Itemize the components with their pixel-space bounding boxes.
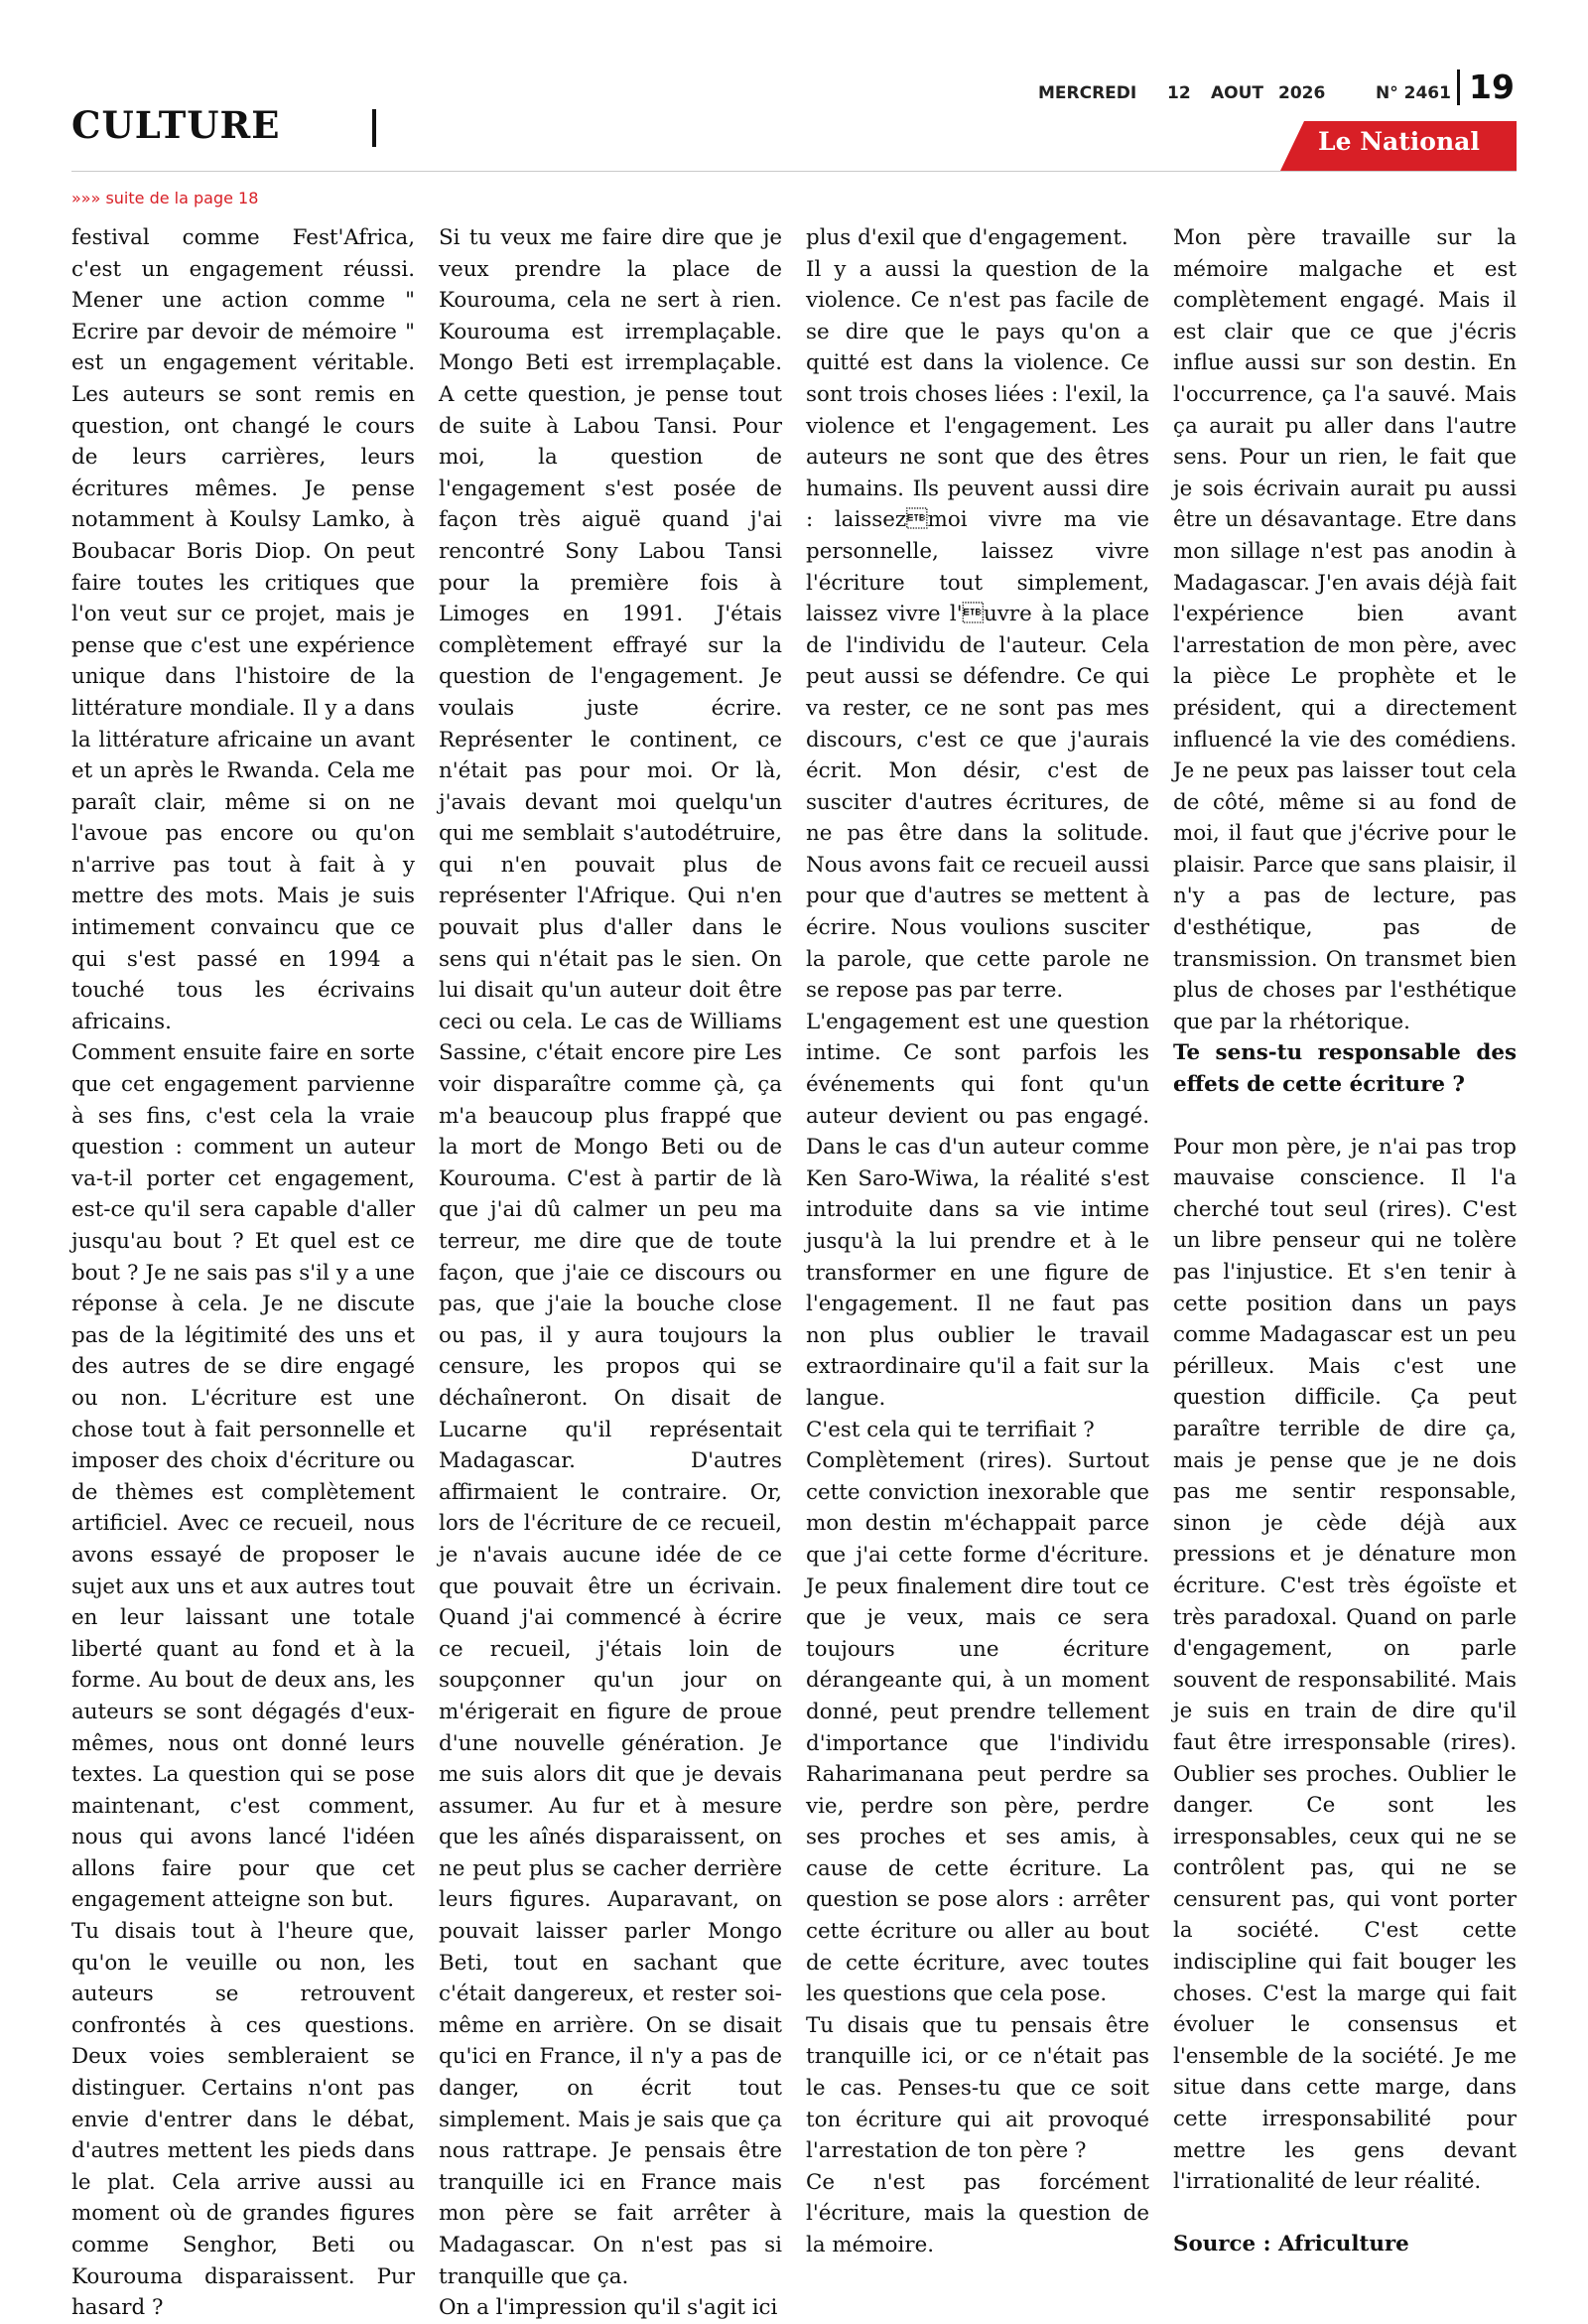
publication-name: Le National: [1318, 127, 1480, 156]
section-title: CULTURE: [71, 103, 281, 147]
article-paragraph: Tu disais tout à l'heure que, qu'on le veuille ou non, les auteurs se retrouvent confrontés à ces questions. Deux voies sembleraient se distinguer. Certains n'ont pas envie d'entrer dans le débat, d'autres mettent les pieds dans le plat. Cela arrive aussi au moment où de grandes figures comme Senghor, Beti ou Kourouma disparaissent. Pur hasard ?: [71, 1919, 415, 2321]
article-column-2: [439, 222, 782, 2321]
article-paragraph: Tu disais que tu pensais être tranquille ici, or ce n'était pas le cas. Penses-tu que ce soit ton écriture qui ait provoqué l'arrestation de ton père ?: [806, 2012, 1149, 2164]
article-paragraph: L'engagement est une question intime. Ce sont parfois les événements qui font qu'un auteur devient ou pas engagé. Dans le cas d'un auteur comme Ken Saro-Wiwa, la réalité s'est introduite dans sa vie intime jusqu'à la lui prendre et à le transformer en une figure de l'engagement. Il ne faut pas non plus oublier le travail extraordinaire qu'il a fait sur la langue.: [806, 1009, 1149, 1411]
continued-from-label: »»» suite de la page 18: [71, 189, 259, 207]
date-day: 12: [1167, 83, 1191, 103]
article-column-4: [1173, 222, 1517, 2256]
date-weekday: MERCREDI: [1038, 83, 1137, 103]
article-paragraph: plus d'exil que d'engagement.: [806, 225, 1128, 250]
page-number-divider: [1457, 69, 1460, 105]
article-paragraph: Si tu veux me faire dire que je veux prendre la place de Kourouma, cela ne sert à rien. Kourouma est irremplaçable. Mongo Beti est irremplaçable. A cette question, je pense tout de suite à Labou Tansi. Pour moi, la question de l'engagement s'est posée de façon très aiguë quand j'ai rencontré Sony Labou Tansi pour la première fois à Limoges en 1991. J'étais complètement effrayé sur la question de l'engagement. Je voulais juste écrire. Représenter le continent, ce n'était pas pour moi. Or là, j'avais devant moi quelqu'un qui me semblait s'autodétruire, qui n'en pouvait plus de représenter l'Afrique. Qui n'en pouvait plus d'aller dans le sens qui n'était pas le sien. On lui disait qu'un auteur doit être ceci ou cela. Le cas de Williams Sassine, c'était encore pire Les voir disparaître comme çà, ça m'a beaucoup plus frappé que la mort de Mongo Beti ou de Kourouma. C'est à partir de là que j'ai dû calmer un peu ma terreur, me dire que de toute façon, que j'aie ce discours ou pas, que j'aie la bouche close ou pas, il y aura toujours la censure, les propos qui se déchaîneront. On disait de Lucarne qu'il représentait Madagascar. D'autres affirmaient le contraire. Or, lors de l'écriture de ce recueil, je n'avais aucune idée de ce que pouvait être un écrivain. Quand j'ai commencé à écrire ce recueil, j'étais loin de soupçonner qu'un jour on m'érigerait en figure de proue d'une nouvelle génération. Je me suis alors dit que je devais assumer. Au fur et à mesure que les aînés disparaissent, on ne peut plus se cacher derrière leurs figures. Auparavant, on pouvait laisser parler Mongo Beti, tout en sachant que c'était dangereux, et rester soi-même en arrière. On se disait qu'ici en France, il n'y a pas de danger, on écrit tout simplement. Mais je sais que ça nous rattrape. Je pensais être tranquille ici en France mais mon père se fait arrêter à Madagascar. On n'est pas si tranquille que ça.: [439, 225, 782, 2289]
section-title-bar: [372, 109, 376, 147]
interview-question: Te sens-tu responsable des effets de cette écriture ?: [1173, 1040, 1517, 1098]
article-paragraph: Mon père travaille sur la mémoire malgache et est complètement engagé. Mais il est clair que ce que j'écris influe aussi sur son destin. En l'occurrence, ça l'a sauvé. Mais ça aurait pu aller dans l'autre sens. Pour un rien, le fait que je sois écrivain aurait pu aussi être un désavantage. Etre dans mon sillage n'est pas anodin à Madagascar. J'en avais déjà fait l'expérience bien avant l'arrestation de mon père, avec la pièce Le prophète et le président, qui a directement influencé la vie des comédiens. Je ne peux pas laisser tout cela de côté, même si au fond de moi, il faut que j'écrive pour le plaisir. Parce que sans plaisir, il n'y a pas de lecture, pas d'esthétique, pas de transmission. On transmet bien plus de choses par l'esthétique que par la rhétorique.: [1173, 225, 1517, 1034]
page-number: 19: [1469, 68, 1515, 106]
paragraph-spacer: [1173, 2198, 1517, 2229]
date-year: 2026: [1278, 83, 1326, 103]
header-rule: [71, 171, 1517, 172]
date-month: AOUT: [1211, 83, 1264, 103]
article-paragraph: festival comme Fest'Africa, c'est un engagement réussi. Mener une action comme " Ecrire par devoir de mémoire " est un engagement véritable. Les auteurs se sont remis en question, ont changé le cours de leurs carrières, leurs écritures mêmes. Je pense notamment à Koulsy Lamko, à Boubacar Boris Diop. On peut faire toutes les critiques que l'on veut sur ce projet, mais je pense que c'est une expérience unique dans l'histoire de la littérature mondiale. Il y a dans la littérature africaine un avant et un après le Rwanda. Cela me paraît clair, même si on ne l'avoue pas encore ou qu'on n'arrive pas tout à fait à y mettre des mots. Mais je suis intimement convaincu que ce qui s'est passé en 1994 a touché tous les écrivains africains.: [71, 225, 415, 1034]
article-paragraph: On a l'impression qu'il s'agit ici: [439, 2295, 778, 2321]
article-paragraph: Il y a aussi la question de la violence. Ce n'est pas facile de se dire que le pays qu'on a quitté est dans la violence. Ce sont trois choses liées : l'exil, la violence et l'engagement. Les auteurs ne sont que des êtres humains. Ils peuvent aussi dire : laissezmoi vivre ma vie personnelle, laissez vivre l'écriture tout simplement, laissez vivre l'uvre à la place de l'individu de l'auteur. Cela peut aussi se défendre. Ce qui va rester, ce ne sont pas mes discours, c'est ce que j'aurais écrit. Mon désir, c'est de susciter d'autres écritures, de ne pas être dans la solitude. Nous avons fait ce recueil aussi pour que d'autres se mettent à écrire. Nous voulions susciter la parole, que cette parole ne se repose pas par terre.: [806, 256, 1149, 1004]
article-paragraph: Pour mon père, je n'ai pas trop mauvaise conscience. Il l'a cherché tout seul (rires). C'est un libre penseur qui ne tolère pas l'injustice. Et s'en tenir à cette position dans un pays comme Madagascar est un peu périlleux. Mais c'est une question difficile. Ça peut paraître terrible de dire ça, mais je pense que je ne dois pas me sentir responsable, sinon je cède déjà aux pressions et je dénature mon écriture. C'est très égoïste et très paradoxal. Quand on parle d'engagement, on parle souvent de responsabilité. Mais je suis en train de dire qu'il faut être irresponsable (rires). Oublier ses proches. Oublier le danger. Ce sont les irresponsables, ceux qui ne se contrôlent pas, qui ne se censurent pas, qui vont porter la société. C'est cette indiscipline qui fait bouger les choses. C'est la marge qui fait évoluer le consensus et l'ensemble de la société. Je me situe dans cette marge, dans cette irresponsabilité pour mettre les gens devant l'irrationalité de leur réalité.: [1173, 1134, 1517, 2195]
article-paragraph: Complètement (rires). Surtout cette conviction inexorable que mon destin m'échappait parce que j'ai cette forme d'écriture. Je peux finalement dire tout ce que je veux, mais ce sera toujours une écriture dérangeante qui, à un moment donné, peut prendre tellement d'importance que l'individu Raharimanana peut perdre sa vie, perdre son père, perdre ses proches et ses amis, à cause de cette écriture. La question se pose alors : arrêter cette écriture ou aller au bout de cette écriture, avec toutes les questions que cela pose.: [806, 1448, 1149, 2007]
interview-question: Source : Africulture: [1173, 2231, 1409, 2256]
issue-number: N° 2461: [1376, 83, 1451, 103]
article-paragraph: C'est cela qui te terrifiait ?: [806, 1417, 1095, 1442]
article-column-1: [71, 222, 415, 2321]
article-paragraph: Comment ensuite faire en sorte que cet engagement parvienne à ses fins, c'est cela la vraie question : comment un auteur va-t-il porter cet engagement, est-ce qu'il sera capable d'aller jusqu'au bout ? Et quel est ce bout ? Je ne sais pas s'il y a une réponse à cela. Je ne discute pas de la légitimité des uns et des autres de se dire engagé ou non. L'écriture est une chose tout à fait personnelle et imposer des choix d'écriture ou de thèmes est complètement artificiel. Avec ce recueil, nous avons essayé de proposer le sujet aux uns et aux autres tout en leur laissant une totale liberté quant au fond et à la forme. Au bout de deux ans, les auteurs se sont dégagés d'eux-mêmes, nous ont donné leurs textes. La question qui se pose maintenant, c'est comment, nous qui avons lancé l'idéen allons faire pour que cet engagement atteigne son but.: [71, 1040, 415, 1913]
article-column-3: [806, 222, 1149, 2257]
article-paragraph: Ce n'est pas forcément l'écriture, mais la question de la mémoire.: [806, 2169, 1149, 2257]
paragraph-spacer: [1173, 1101, 1517, 1132]
